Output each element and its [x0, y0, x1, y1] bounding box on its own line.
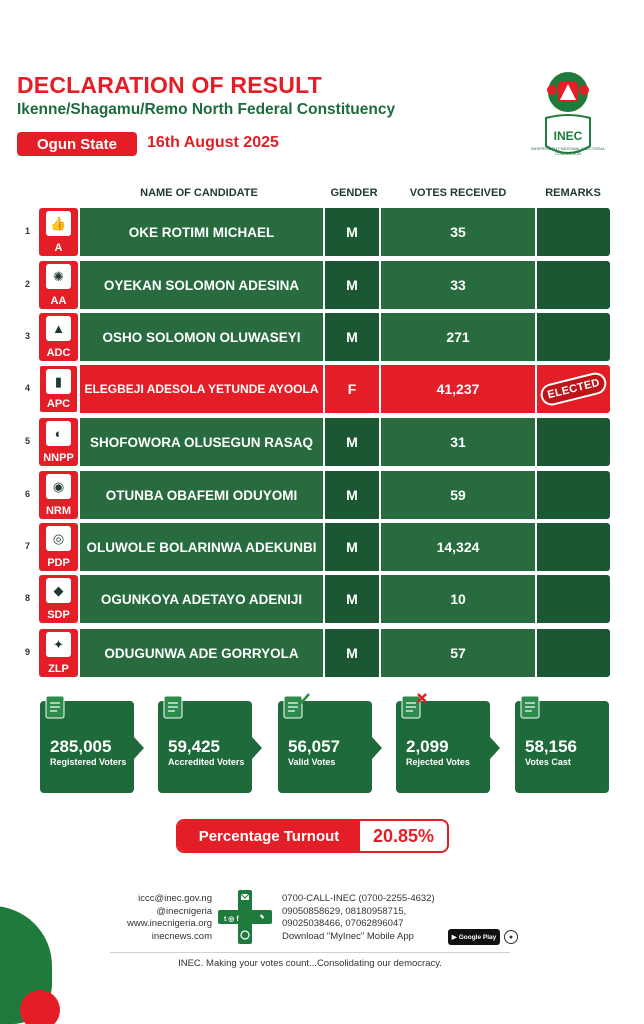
party-logo	[39, 261, 78, 309]
ballot-box-icon	[517, 692, 547, 722]
party-abbreviation: AA	[50, 295, 67, 307]
votes-received: 41,237	[381, 365, 535, 413]
remarks-cell	[537, 365, 610, 413]
social-handle[interactable]: @inecnigeria	[156, 905, 212, 917]
stat-label: Registered Voters	[50, 757, 127, 767]
votes-received: 33	[381, 261, 535, 309]
party-emblem-icon: ◎	[46, 526, 71, 551]
candidate-gender: M	[325, 523, 379, 571]
party-emblem-icon: ▮	[46, 369, 71, 394]
party-logo	[39, 629, 78, 677]
candidate-name: SHOFOWORA OLUSEGUN RASAQ	[80, 418, 323, 466]
party-logo	[39, 365, 78, 413]
party-abbreviation: ZLP	[48, 663, 69, 675]
candidate-name: OLUWOLE BOLARINWA ADEKUNBI	[80, 523, 323, 571]
candidate-gender: M	[325, 313, 379, 361]
turnout-label: Percentage Turnout	[178, 821, 360, 851]
party-logo	[39, 471, 78, 519]
header-remarks: REMARKS	[545, 187, 601, 199]
header-votes: VOTES RECEIVED	[409, 187, 507, 199]
remarks-cell	[537, 629, 610, 677]
table-row	[25, 523, 610, 571]
blackberry-icon[interactable]: ●	[504, 930, 518, 944]
table-row	[25, 208, 610, 256]
row-number: 5	[25, 436, 31, 446]
footer-divider	[110, 952, 510, 953]
row-number: 6	[25, 489, 31, 499]
table-row	[25, 418, 610, 466]
slogan: INEC. Making your votes count...Consolidating our democracy.	[178, 958, 442, 969]
candidate-name: OSHO SOLOMON OLUWASEYI	[80, 313, 323, 361]
document-icon	[42, 692, 72, 722]
table-row	[25, 313, 610, 361]
candidate-gender: F	[325, 365, 379, 413]
candidate-gender: M	[325, 575, 379, 623]
email-link[interactable]: iccc@inec.gov.ng	[138, 893, 212, 904]
remarks-cell	[537, 523, 610, 571]
votes-received: 31	[381, 418, 535, 466]
play-icon: ▶	[451, 934, 457, 941]
candidate-gender: M	[325, 418, 379, 466]
table-row	[25, 365, 610, 413]
party-abbreviation: PDP	[47, 557, 70, 569]
accreditation-icon	[160, 692, 190, 722]
header-name: NAME OF CANDIDATE	[140, 187, 258, 199]
row-number: 7	[25, 541, 31, 551]
candidate-name: ELEGBEJI ADESOLA YETUNDE AYOOLA	[80, 365, 323, 413]
turnout-value: 20.85%	[372, 825, 435, 846]
remarks-cell	[537, 208, 610, 256]
candidate-gender: M	[325, 471, 379, 519]
stat-value: 56,057	[288, 737, 340, 756]
votes-received: 14,324	[381, 523, 535, 571]
party-emblem-icon: ✦	[46, 632, 71, 657]
page-title: DECLARATION OF RESULT	[17, 72, 322, 98]
candidate-name: OTUNBA OBAFEMI ODUYOMI	[80, 471, 323, 519]
candidate-name: OGUNKOYA ADETAYO ADENIJI	[80, 575, 323, 623]
row-number: 2	[25, 279, 31, 289]
stat-value: 58,156	[525, 737, 577, 756]
result-date: 16th August 2025	[147, 134, 279, 151]
remarks-cell	[537, 313, 610, 361]
constituency-subtitle: Ikenne/Shagamu/Remo North Federal Constituency	[17, 101, 396, 118]
votes-received: 57	[381, 629, 535, 677]
corner-decoration-red	[20, 990, 60, 1024]
party-logo	[39, 523, 78, 571]
stat-label: Accredited Voters	[168, 757, 245, 767]
candidate-name: OYEKAN SOLOMON ADESINA	[80, 261, 323, 309]
stat-label: Votes Cast	[525, 757, 571, 767]
votes-received: 271	[381, 313, 535, 361]
turnout-box	[176, 819, 449, 853]
candidate-gender: M	[325, 208, 379, 256]
remarks-cell	[537, 261, 610, 309]
app-download-text: Download "MyInec" Mobile App	[282, 930, 414, 942]
party-emblem-icon: ◆	[46, 578, 71, 603]
party-emblem-icon: ✺	[46, 264, 71, 289]
remarks-cell	[537, 471, 610, 519]
candidate-gender: M	[325, 261, 379, 309]
candidate-gender: M	[325, 629, 379, 677]
party-emblem-icon: 👍	[46, 211, 71, 236]
party-abbreviation: APC	[46, 398, 71, 410]
row-number: 8	[25, 593, 31, 603]
row-number: 4	[25, 383, 31, 393]
party-abbreviation: A	[54, 242, 63, 254]
table-row	[25, 629, 610, 677]
party-logo	[39, 418, 78, 466]
call-center: 0700-CALL-INEC (0700-2255-4632)	[282, 893, 435, 904]
candidate-name: OKE ROTIMI MICHAEL	[80, 208, 323, 256]
stat-value: 59,425	[168, 737, 220, 756]
inec-logo-text: INEC	[553, 129, 583, 143]
news-link[interactable]: inecnews.com	[151, 930, 212, 942]
table-row	[25, 471, 610, 519]
row-number: 3	[25, 331, 31, 341]
website-link[interactable]: www.inecnigeria.org	[126, 918, 212, 929]
stat-label: Valid Votes	[288, 757, 336, 767]
contacts-left	[110, 893, 212, 943]
store-label: Google Play	[458, 933, 497, 941]
party-logo	[39, 313, 78, 361]
row-number: 9	[25, 647, 31, 657]
remarks-cell	[537, 418, 610, 466]
table-row	[25, 575, 610, 623]
stat-label: Rejected Votes	[406, 757, 470, 767]
party-emblem-icon: ◉	[46, 474, 71, 499]
votes-received: 35	[381, 208, 535, 256]
google-play-badge[interactable]	[448, 929, 500, 945]
party-abbreviation: NRM	[45, 505, 72, 517]
party-abbreviation: NNPP	[43, 452, 74, 464]
row-number: 1	[25, 226, 31, 236]
party-abbreviation: SDP	[47, 609, 70, 621]
remarks-cell	[537, 575, 610, 623]
rejected-ballot-icon	[398, 692, 428, 722]
party-emblem-icon: ◐	[46, 421, 71, 446]
candidate-name: ODUGUNWA ADE GORRYOLA	[80, 629, 323, 677]
phone-numbers-1: 09050858629, 08180958715,	[282, 905, 407, 917]
votes-received: 10	[381, 575, 535, 623]
valid-ballot-icon	[280, 692, 310, 722]
party-emblem-icon: ▲	[46, 316, 71, 341]
social-icons: t ◎ f	[224, 916, 239, 923]
stat-value: 2,099	[406, 737, 449, 756]
party-logo	[39, 575, 78, 623]
phone-numbers-2: 09025038466, 07062896047	[282, 918, 404, 929]
party-abbreviation: ADC	[46, 347, 71, 359]
contact-icons	[218, 890, 272, 944]
table-row	[25, 261, 610, 309]
votes-received: 59	[381, 471, 535, 519]
party-logo	[39, 208, 78, 256]
state-badge: Ogun State	[17, 132, 137, 156]
inec-caption: INDEPENDENT NATIONAL ELECTORAL COMMISSION	[530, 146, 606, 156]
stat-value: 285,005	[50, 737, 112, 756]
elected-stamp: ELECTED	[538, 370, 609, 408]
header-gender: GENDER	[330, 187, 378, 199]
